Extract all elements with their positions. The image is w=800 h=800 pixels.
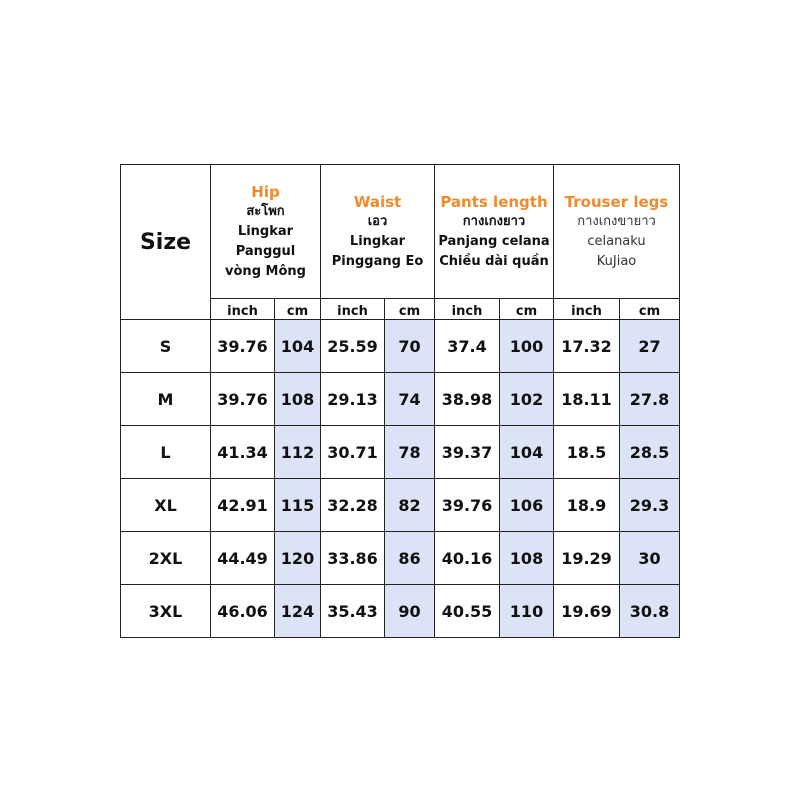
unit-label bbox=[275, 299, 321, 320]
pants-length-cm-cell: 106 bbox=[500, 479, 554, 532]
waist-cm-cell: 90 bbox=[385, 585, 435, 638]
table-row bbox=[121, 479, 680, 532]
hip-inch-unit: inch bbox=[227, 303, 258, 319]
hip-subtitle-2: Panggul bbox=[235, 243, 296, 259]
pants-length-title: Pants length bbox=[440, 192, 548, 211]
hip-header-cell bbox=[211, 165, 321, 299]
trouser-legs-subtitle-1: celanaku bbox=[587, 233, 646, 249]
size-cell: S bbox=[121, 320, 211, 373]
waist-inch-cell: 29.13 bbox=[321, 373, 385, 426]
pants-length-inch-cell: 39.37 bbox=[435, 426, 500, 479]
hip-title: Hip bbox=[251, 182, 280, 201]
hip-subtitle-3: vòng Mông bbox=[225, 263, 306, 279]
trouser-legs-cm-unit: cm bbox=[638, 303, 661, 319]
trouser-legs-title: Trouser legs bbox=[564, 192, 669, 211]
hip-cm-cell: 112 bbox=[275, 426, 321, 479]
pants-length-inch-cell: 40.16 bbox=[435, 532, 500, 585]
trouser-legs-inch-unit: inch bbox=[571, 303, 602, 319]
waist-subtitle-thai: เอว bbox=[367, 213, 388, 229]
size-cell: 2XL bbox=[121, 532, 211, 585]
waist-cm-cell: 78 bbox=[385, 426, 435, 479]
trouser-legs-subtitle-thai: กางเกงขายาว bbox=[577, 213, 656, 229]
pants-length-inch-cell: 38.98 bbox=[435, 373, 500, 426]
waist-subtitle-1: Lingkar bbox=[349, 233, 406, 249]
table-row bbox=[121, 532, 680, 585]
waist-title: Waist bbox=[353, 192, 402, 211]
table-row bbox=[121, 320, 680, 373]
pants-length-subtitle-1: Panjang celana bbox=[438, 233, 550, 249]
trouser-legs-inch-cell: 19.29 bbox=[554, 532, 620, 585]
waist-inch-cell: 32.28 bbox=[321, 479, 385, 532]
waist-inch-cell: 30.71 bbox=[321, 426, 385, 479]
pants-length-cm-cell: 110 bbox=[500, 585, 554, 638]
hip-cm-cell: 115 bbox=[275, 479, 321, 532]
size-cell: XL bbox=[121, 479, 211, 532]
hip-inch-cell: 39.76 bbox=[211, 373, 275, 426]
trouser-legs-inch-cell: 18.9 bbox=[554, 479, 620, 532]
pants-length-subtitle-thai: กางเกงยาว bbox=[462, 213, 526, 229]
unit-label bbox=[620, 299, 680, 320]
hip-subtitle-thai: สะโพก bbox=[246, 203, 285, 219]
pants-length-cm-cell: 102 bbox=[500, 373, 554, 426]
size-header: Size bbox=[139, 229, 192, 255]
pants-length-inch-cell: 40.55 bbox=[435, 585, 500, 638]
trouser-legs-cm-cell: 30.8 bbox=[620, 585, 680, 638]
hip-cm-cell: 124 bbox=[275, 585, 321, 638]
header-row bbox=[121, 165, 680, 299]
size-cell: L bbox=[121, 426, 211, 479]
waist-cm-cell: 70 bbox=[385, 320, 435, 373]
waist-inch-cell: 25.59 bbox=[321, 320, 385, 373]
pants-length-inch-cell: 37.4 bbox=[435, 320, 500, 373]
hip-inch-cell: 41.34 bbox=[211, 426, 275, 479]
pants-length-cm-unit: cm bbox=[515, 303, 538, 319]
hip-subtitle-1: Lingkar bbox=[237, 223, 294, 239]
table-row bbox=[121, 585, 680, 638]
hip-inch-cell: 44.49 bbox=[211, 532, 275, 585]
unit-label bbox=[321, 299, 385, 320]
pants-length-inch-cell: 39.76 bbox=[435, 479, 500, 532]
trouser-legs-cm-cell: 27.8 bbox=[620, 373, 680, 426]
trouser-legs-inch-cell: 19.69 bbox=[554, 585, 620, 638]
pants-length-cm-cell: 108 bbox=[500, 532, 554, 585]
unit-label bbox=[554, 299, 620, 320]
trouser-legs-header-cell bbox=[554, 165, 680, 299]
waist-cm-cell: 74 bbox=[385, 373, 435, 426]
trouser-legs-cm-cell: 28.5 bbox=[620, 426, 680, 479]
hip-inch-cell: 46.06 bbox=[211, 585, 275, 638]
hip-cm-cell: 104 bbox=[275, 320, 321, 373]
hip-cm-unit: cm bbox=[286, 303, 309, 319]
hip-inch-cell: 42.91 bbox=[211, 479, 275, 532]
unit-label bbox=[211, 299, 275, 320]
size-header-cell bbox=[121, 165, 211, 320]
unit-label bbox=[500, 299, 554, 320]
trouser-legs-inch-cell: 17.32 bbox=[554, 320, 620, 373]
waist-inch-unit: inch bbox=[337, 303, 368, 319]
waist-subtitle-2: Pinggang Eo bbox=[331, 253, 424, 269]
hip-cm-cell: 120 bbox=[275, 532, 321, 585]
trouser-legs-inch-cell: 18.11 bbox=[554, 373, 620, 426]
waist-cm-cell: 86 bbox=[385, 532, 435, 585]
pants-length-cm-cell: 104 bbox=[500, 426, 554, 479]
waist-cm-unit: cm bbox=[398, 303, 421, 319]
size-chart-table bbox=[120, 164, 680, 638]
trouser-legs-subtitle-2: KuJiao bbox=[596, 253, 637, 269]
size-cell: 3XL bbox=[121, 585, 211, 638]
waist-inch-cell: 35.43 bbox=[321, 585, 385, 638]
hip-cm-cell: 108 bbox=[275, 373, 321, 426]
hip-inch-cell: 39.76 bbox=[211, 320, 275, 373]
pants-length-subtitle-2: Chiều dài quần bbox=[439, 253, 549, 269]
pants-length-cm-cell: 100 bbox=[500, 320, 554, 373]
trouser-legs-cm-cell: 27 bbox=[620, 320, 680, 373]
trouser-legs-cm-cell: 30 bbox=[620, 532, 680, 585]
table-row bbox=[121, 373, 680, 426]
unit-label bbox=[385, 299, 435, 320]
size-cell: M bbox=[121, 373, 211, 426]
unit-label bbox=[435, 299, 500, 320]
pants-length-header-cell bbox=[435, 165, 554, 299]
waist-cm-cell: 82 bbox=[385, 479, 435, 532]
waist-header-cell bbox=[321, 165, 435, 299]
pants-length-inch-unit: inch bbox=[451, 303, 483, 319]
table-row bbox=[121, 426, 680, 479]
trouser-legs-cm-cell: 29.3 bbox=[620, 479, 680, 532]
waist-inch-cell: 33.86 bbox=[321, 532, 385, 585]
trouser-legs-inch-cell: 18.5 bbox=[554, 426, 620, 479]
